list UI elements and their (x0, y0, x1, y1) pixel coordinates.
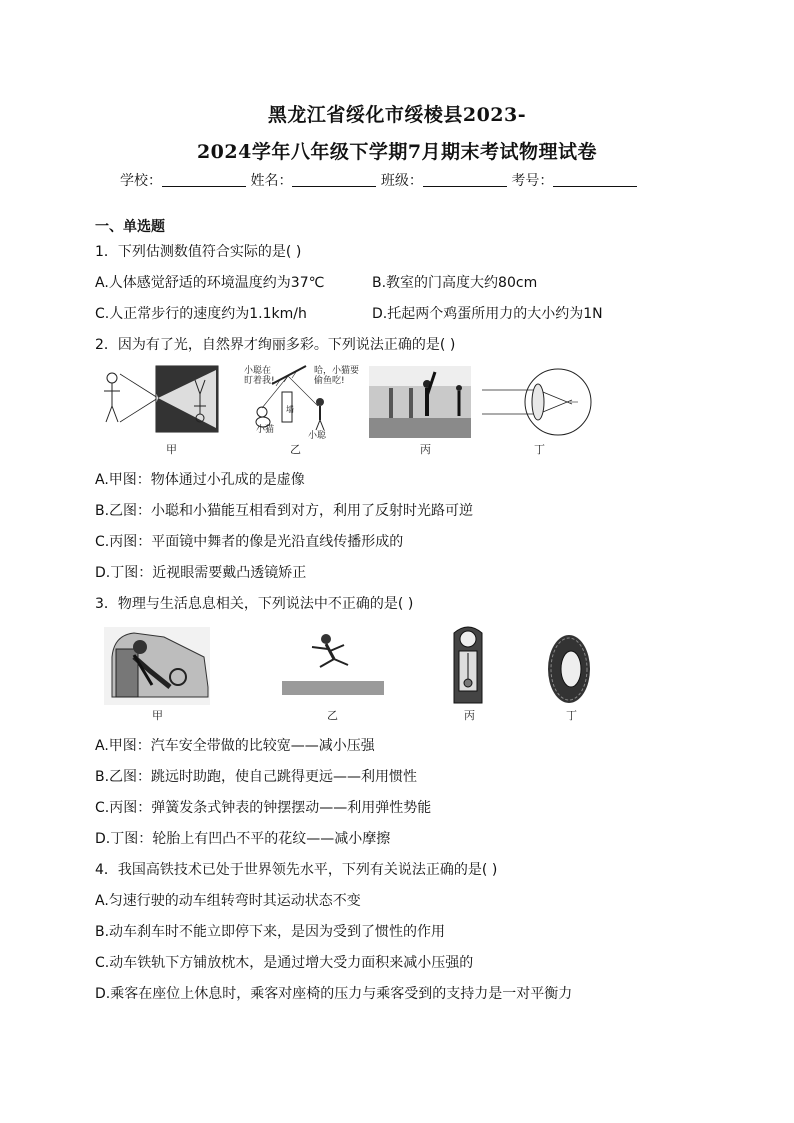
name-label: 姓名： (250, 173, 293, 189)
q2-label-yi: 乙 (290, 443, 301, 456)
q3-figure-jia-seatbelt (104, 627, 210, 705)
q2-option-b: B.乙图：小聪和小猫能互相看到对方，利用了反射时光路可逆 (95, 503, 474, 519)
q1-option-d: D.托起两个鸡蛋所用力的大小约为1N (372, 306, 603, 322)
class-label: 班级： (380, 173, 423, 189)
q2-bubble-boy: 哈，小猫要 偷鱼吃! (314, 366, 360, 386)
q2-figure-ding-eye (482, 366, 594, 438)
q2-figure-jia-pinhole (98, 364, 223, 438)
q2-option-c: C.丙图：平面镜中舞者的像是光沿直线传播形成的 (95, 534, 404, 550)
q3-option-b: B.乙图：跳远时助跑，使自己跳得更远——利用惯性 (95, 769, 418, 785)
q2-label-ding: 丁 (534, 443, 545, 456)
q2-cat-label: 小猫 (256, 425, 275, 435)
student-info-row (120, 170, 637, 190)
q3-option-c: C.丙图：弹簧发条式钟表的钟摆摆动——利用弹性势能 (95, 800, 432, 816)
q3-label-bing: 丙 (464, 709, 475, 722)
q3-label-yi: 乙 (327, 709, 338, 722)
school-label: 学校： (120, 173, 162, 189)
exam-no-blank[interactable] (553, 172, 637, 187)
q4-option-d: D.乘客在座位上休息时，乘客对座椅的压力与乘客受到的支持力是一对平衡力 (95, 986, 573, 1002)
q2-option-d: D.丁图：近视眼需要戴凸透镜矫正 (95, 565, 307, 581)
q2-bubble-cat: 小聪在 盯着我! (244, 366, 275, 386)
q2-label-jia: 甲 (166, 443, 177, 456)
school-blank[interactable] (162, 172, 246, 187)
q2-label-bing: 丙 (420, 443, 431, 456)
q4-option-a: A.匀速行驶的动车组转弯时其运动状态不变 (95, 893, 361, 909)
class-blank[interactable] (423, 172, 507, 187)
exam-no-label: 考号： (511, 173, 554, 189)
q1-stem: 1．下列估测数值符合实际的是( ) (95, 244, 302, 260)
q2-figure-bing-dancer (369, 366, 471, 438)
section-heading: 一、单选题 (95, 219, 165, 235)
q2-boy-label: 小聪 (308, 431, 327, 441)
q3-option-d: D.丁图：轮胎上有凹凸不平的花纹——减小摩擦 (95, 831, 391, 847)
q1-option-b: B.教室的门高度大约80cm (372, 275, 538, 291)
title-line-2: 2024学年八年级下学期7月期末考试物理试卷 (196, 141, 598, 163)
q4-option-b: B.动车刹车时不能立即停下来，是因为受到了惯性的作用 (95, 924, 446, 940)
q2-option-a: A.甲图：物体通过小孔成的是虚像 (95, 472, 305, 488)
title-line-1: 黑龙江省绥化市绥棱县2023- (267, 104, 527, 126)
q1-option-c: C.人正常步行的速度约为1.1km/h (95, 306, 307, 322)
q4-stem: 4．我国高铁技术已处于世界领先水平，下列有关说法正确的是( ) (95, 862, 498, 878)
q4-option-c: C.动车铁轨下方铺放枕木，是通过增大受力面积来减小压强的 (95, 955, 474, 971)
q3-figure-bing-clock (448, 623, 488, 705)
q2-wall-label: 墙 (286, 405, 294, 414)
q1-option-a: A.人体感觉舒适的环境温度约为37℃ (95, 275, 325, 291)
q2-stem: 2．因为有了光，自然界才绚丽多彩。下列说法正确的是( ) (95, 337, 456, 353)
q3-figure-yi-longjump (282, 627, 384, 705)
q3-label-jia: 甲 (152, 709, 163, 722)
q3-stem: 3．物理与生活息息相关，下列说法中不正确的是( ) (95, 596, 414, 612)
q3-label-ding: 丁 (566, 709, 577, 722)
q3-figure-ding-tire (546, 633, 592, 705)
name-blank[interactable] (292, 172, 376, 187)
q3-option-a: A.甲图：汽车安全带做的比较宽——减小压强 (95, 738, 375, 754)
